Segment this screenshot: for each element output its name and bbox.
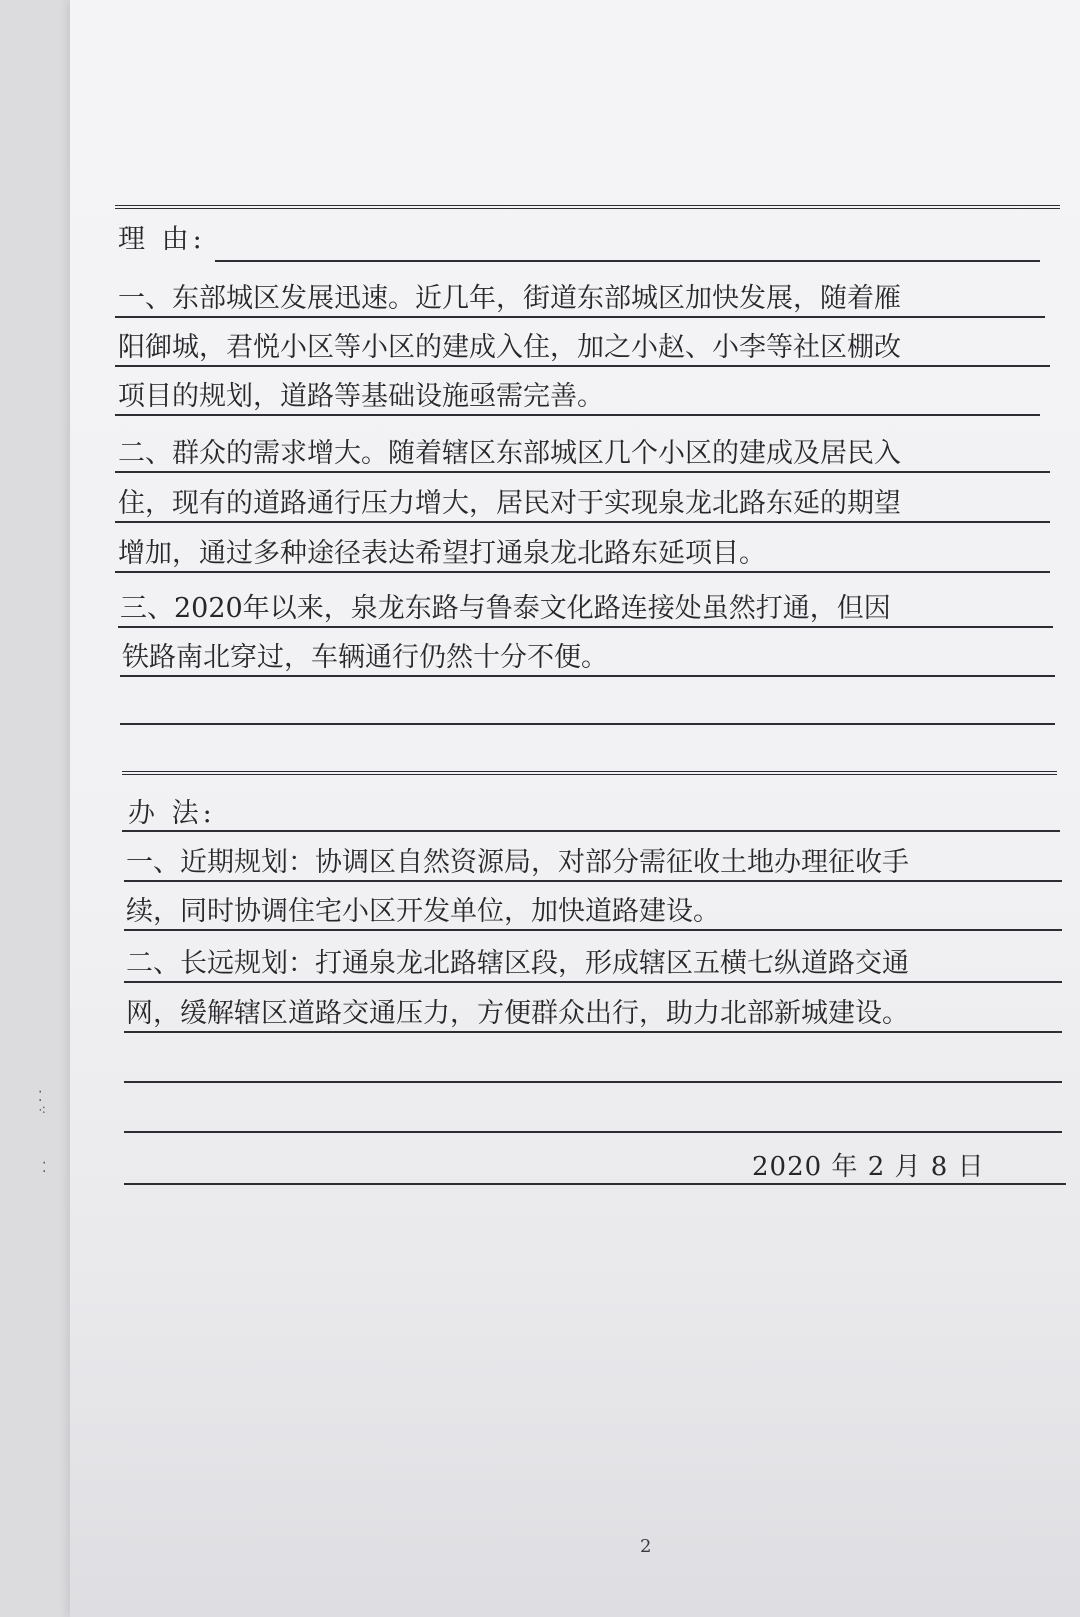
- binding-mark: ⁚ ⁖: [38, 1089, 47, 1119]
- ruled-line: [115, 365, 1050, 367]
- reason-1-line-2: 阳御城，君悦小区等小区的建成入住，加之小赵、小李等社区棚改: [118, 332, 901, 363]
- reason-2-line-1: 二、群众的需求增大。随着辖区东部城区几个小区的建成及居民入: [118, 438, 901, 469]
- ruled-line: [120, 675, 1055, 677]
- ruled-line: [124, 1183, 1066, 1185]
- ruled-line: [215, 260, 1040, 262]
- measure-1-line-2: 续，同时协调住宅小区开发单位，加快道路建设。: [126, 896, 720, 927]
- page-number: 2: [640, 1536, 652, 1557]
- ruled-line: [124, 981, 1062, 983]
- document-date: 2020 年 2 月 8 日: [752, 1152, 985, 1182]
- ruled-line: [115, 414, 1040, 416]
- reasons-heading: 理 由:: [118, 224, 206, 255]
- reason-2-line-3: 增加，通过多种途径表达希望打通泉龙北路东延项目。: [118, 538, 766, 569]
- ruled-line: [124, 1081, 1062, 1083]
- binding-mark: ⁚: [42, 1160, 47, 1176]
- reason-1-line-1: 一、东部城区发展迅速。近几年，街道东部城区加快发展，随着雁: [118, 283, 901, 314]
- ruled-line: [118, 626, 1053, 628]
- ruled-line: [124, 1031, 1062, 1033]
- ruled-line: [122, 830, 1060, 832]
- reason-2-line-2: 住，现有的道路通行压力增大，居民对于实现泉龙北路东延的期望: [118, 488, 901, 519]
- ruled-line: [124, 1131, 1062, 1133]
- ruled-line: [124, 880, 1062, 882]
- section-rule: [122, 771, 1057, 775]
- top-rule: [115, 205, 1060, 209]
- document-page: [70, 0, 1080, 1617]
- reason-3-line-2: 铁路南北穿过，车辆通行仍然十分不便。: [122, 642, 608, 673]
- reason-1-line-3: 项目的规划，道路等基础设施亟需完善。: [118, 381, 604, 412]
- ruled-line: [124, 929, 1062, 931]
- ruled-line: [115, 471, 1050, 473]
- ruled-line: [115, 316, 1045, 318]
- measure-1-line-1: 一、近期规划：协调区自然资源局，对部分需征收土地办理征收手: [126, 847, 909, 878]
- ruled-line: [115, 571, 1050, 573]
- reason-3-line-1: 三、2020年以来，泉龙东路与鲁泰文化路连接处虽然打通，但因: [120, 593, 891, 624]
- ruled-line: [115, 521, 1050, 523]
- measure-2-line-1: 二、长远规划：打通泉龙北路辖区段，形成辖区五横七纵道路交通: [126, 948, 909, 979]
- measure-2-line-2: 网，缓解辖区道路交通压力，方便群众出行，助力北部新城建设。: [126, 998, 909, 1029]
- ruled-line: [120, 723, 1055, 725]
- measures-heading: 办 法:: [128, 798, 216, 829]
